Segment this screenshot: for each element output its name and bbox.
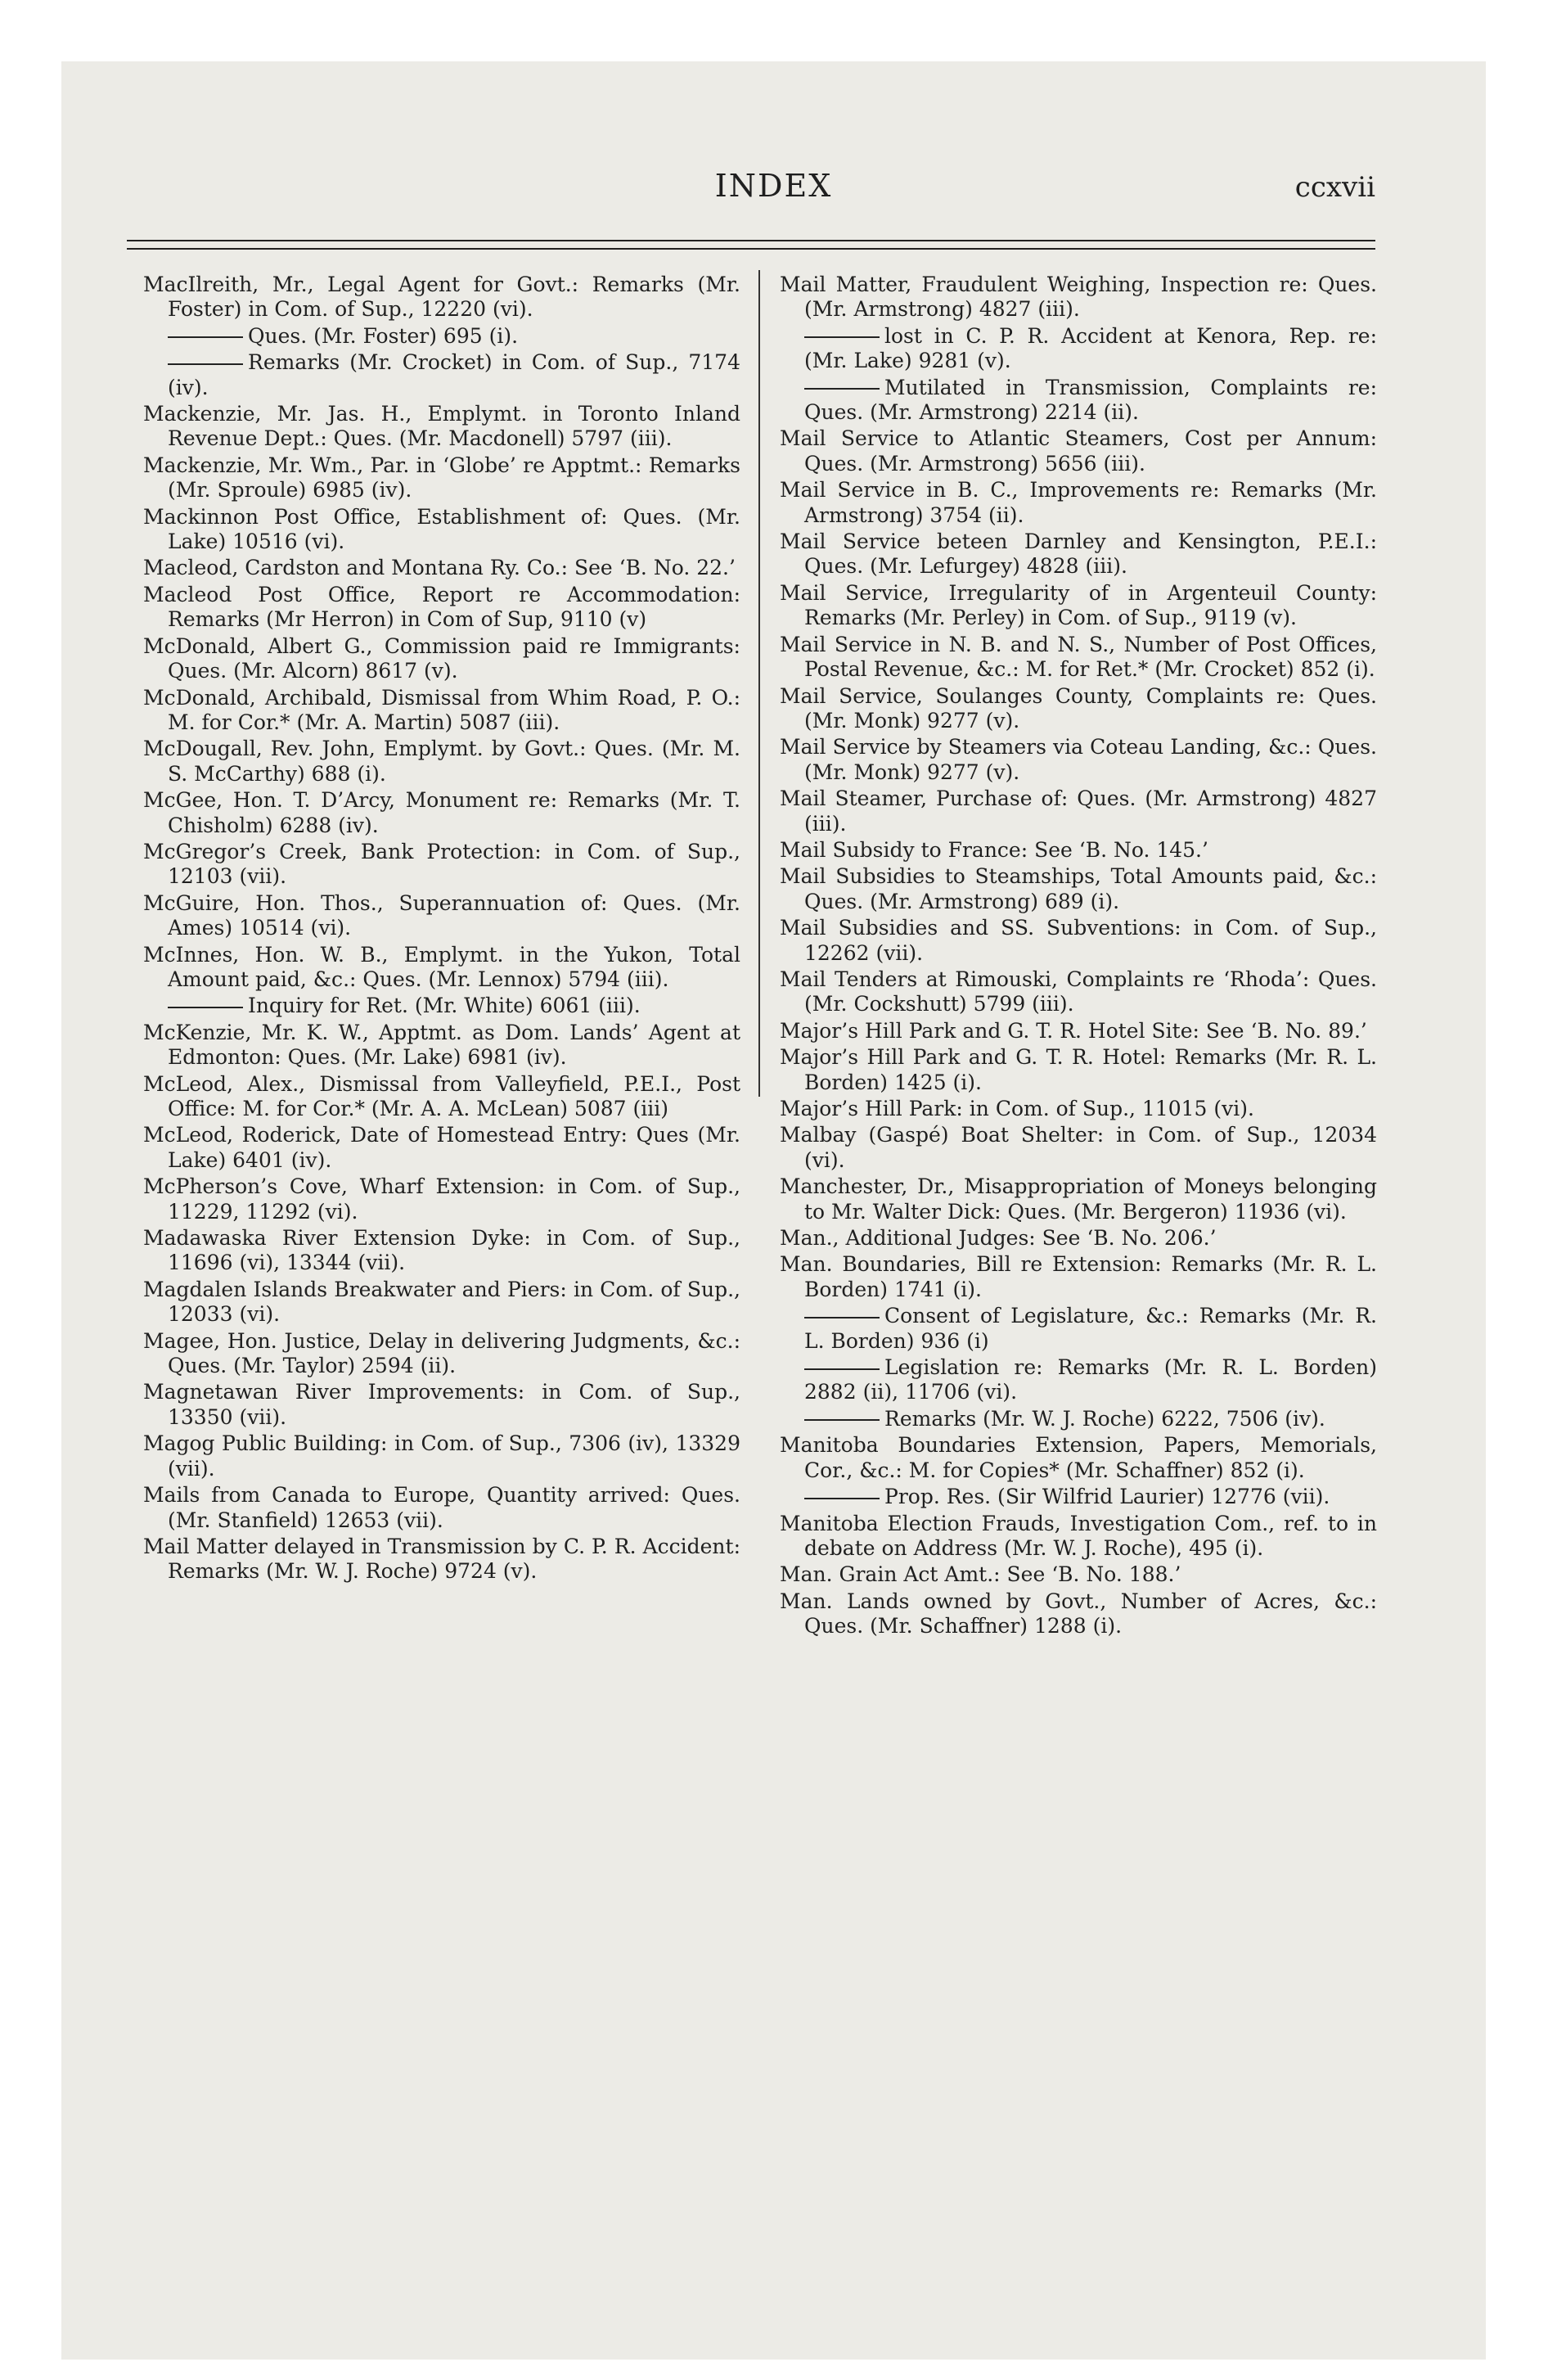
index-entry xyxy=(780,1512,1377,1562)
page-title: INDEX xyxy=(714,168,833,204)
index-entry-text: Mail Matter, Fraudulent Weighing, Inspection re: Ques. (Mr. Armstrong) 4827 (iii). xyxy=(780,273,1377,322)
index-entry xyxy=(780,1433,1377,1483)
index-entry xyxy=(143,505,740,555)
index-entry-text: Mackinnon Post Office, Establishment of: Ques. (Mr. Lake) 10516 (vi). xyxy=(143,504,740,554)
index-entry-text: Magog Public Building: in Com. of Sup., 7306 (iv), 13329 (vii). xyxy=(143,1431,740,1481)
index-entry-text: lost in C. P. R. Accident at Kenora, Rep. re: (Mr. Lake) 9281 (v). xyxy=(804,323,1377,373)
index-entry xyxy=(143,1380,740,1430)
index-entry xyxy=(143,556,740,580)
index-entry-text: Macleod Post Office, Report re Accommodation: Remarks (Mr Herron) in Com of Sup, 9110 (v) xyxy=(143,582,740,632)
index-entry xyxy=(780,916,1377,966)
index-entry-text: McInnes, Hon. W. B., Emplymt. in the Yukon, Total Amount paid, &c.: Ques. (Mr. Lennox) 5794 (iii). xyxy=(143,942,740,991)
index-entry xyxy=(780,478,1377,528)
index-entry-text: Manitoba Election Frauds, Investigation Com., ref. to in debate on Address (Mr. W. J. Roche), 495 (i). xyxy=(780,1511,1377,1560)
index-entry xyxy=(780,1123,1377,1173)
index-entry xyxy=(143,402,740,452)
index-entry xyxy=(143,350,740,400)
ditto-dash xyxy=(804,336,880,338)
index-entry-text: McKenzie, Mr. K. W., Apptmt. as Dom. Lands’ Agent at Edmonton: Ques. (Mr. Lake) 6981 (iv). xyxy=(143,1020,740,1070)
index-entry xyxy=(143,1278,740,1327)
index-entry-text: McGee, Hon. T. D’Arcy, Monument re: Remarks (Mr. T. Chisholm) 6288 (iv). xyxy=(143,788,740,837)
index-entry xyxy=(143,1431,740,1481)
index-entry xyxy=(780,530,1377,579)
index-entry-text: Mail Subsidy to France: See ‘B. No. 145.’ xyxy=(780,837,1208,862)
index-entry-text: Mail Service in B. C., Improvements re: Remarks (Mr. Armstrong) 3754 (ii). xyxy=(780,478,1377,527)
index-entry-text: Man., Additional Judges: See ‘B. No. 206.’ xyxy=(780,1226,1217,1251)
index-entry-text: McLeod, Alex., Dismissal from Valleyfield, P.E.I., Post Office: M. for Cor.* (Mr. A. A. McLean) 5087 (iii) xyxy=(143,1071,740,1120)
index-entry xyxy=(143,788,740,838)
index-entry xyxy=(143,1226,740,1276)
index-entry-text: Mutilated in Transmission, Complaints re: Ques. (Mr. Armstrong) 2214 (ii). xyxy=(804,375,1377,425)
index-entry xyxy=(780,1097,1377,1121)
index-entry xyxy=(780,864,1377,914)
index-entry xyxy=(780,1019,1377,1044)
index-entry-text: Macleod, Cardston and Montana Ry. Co.: See ‘B. No. 22.’ xyxy=(143,556,736,580)
index-entry-text: Mail Matter delayed in Transmission by C. P. R. Accident: Remarks (Mr. W. J. Roche) 9724 (v). xyxy=(143,1534,740,1584)
index-entry xyxy=(780,1589,1377,1639)
index-entry-text: Mackenzie, Mr. Jas. H., Emplymt. in Toronto Inland Revenue Dept.: Ques. (Mr. Macdonell) 5797 (iii). xyxy=(143,402,740,451)
index-entry xyxy=(780,1355,1377,1405)
index-entry xyxy=(143,1483,740,1533)
index-entry-text: Man. Lands owned by Govt., Number of Acres, &c.: Ques. (Mr. Schaffner) 1288 (i). xyxy=(780,1589,1377,1639)
index-entry xyxy=(143,324,740,349)
index-entry xyxy=(143,943,740,993)
index-entry xyxy=(143,1072,740,1122)
ditto-dash xyxy=(168,336,243,338)
ditto-dash xyxy=(804,388,880,390)
index-entry xyxy=(780,633,1377,683)
index-entry-text: Magee, Hon. Justice, Delay in delivering Judgments, &c.: Ques. (Mr. Taylor) 2594 (ii). xyxy=(143,1328,740,1378)
index-entry-text: Remarks (Mr. Crocket) in Com. of Sup., 7174 (iv). xyxy=(168,350,740,399)
index-entry-text: Magdalen Islands Breakwater and Piers: in Com. of Sup., 12033 (vi). xyxy=(143,1277,740,1327)
index-entry xyxy=(780,1407,1377,1431)
ditto-dash xyxy=(804,1498,880,1499)
index-entry xyxy=(780,581,1377,631)
index-entry-text: Prop. Res. (Sir Wilfrid Laurier) 12776 (vii). xyxy=(884,1485,1330,1509)
index-entry-text: Man. Grain Act Amt.: See ‘B. No. 188.’ xyxy=(780,1562,1181,1587)
index-entry-text: Manchester, Dr., Misappropriation of Moneys belonging to Mr. Walter Dick: Ques. (Mr. Bergeron) 11936 (vi). xyxy=(780,1174,1377,1224)
index-entry-text: Magnetawan River Improvements: in Com. of Sup., 13350 (vii). xyxy=(143,1380,740,1429)
index-entry xyxy=(143,1123,740,1173)
index-entry-text: McDonald, Albert G., Commission paid re Immigrants: Ques. (Mr. Alcorn) 8617 (v). xyxy=(143,633,740,683)
index-entry-text: McGregor’s Creek, Bank Protection: in Com. of Sup., 12103 (vii). xyxy=(143,839,740,889)
index-entry xyxy=(780,735,1377,785)
index-entry-text: Mail Service, Soulanges County, Complaints re: Ques. (Mr. Monk) 9277 (v). xyxy=(780,683,1377,732)
index-entry-text: McGuire, Hon. Thos., Superannuation of: Ques. (Mr. Ames) 10514 (vi). xyxy=(143,890,740,940)
index-entry xyxy=(143,453,740,503)
index-entry xyxy=(780,426,1377,476)
index-entry-text: Mails from Canada to Europe, Quantity arrived: Ques. (Mr. Stanfield) 12653 (vii). xyxy=(143,1483,740,1532)
index-entry xyxy=(780,1226,1377,1251)
index-entry xyxy=(780,376,1377,426)
index-entry-text: Mail Service, Irregularity of in Argenteuil County: Remarks (Mr. Perley) in Com. of Sup., 9119 (v). xyxy=(780,580,1377,630)
index-entry-text: Manitoba Boundaries Extension, Papers, Memorials, Cor., &c.: M. for Copies* (Mr. Schaffner) 852 (i). xyxy=(780,1433,1377,1482)
index-entry xyxy=(143,1021,740,1071)
index-entry xyxy=(143,583,740,633)
index-entry-text: Consent of Legislature, &c.: Remarks (Mr. R. L. Borden) 936 (i) xyxy=(804,1304,1377,1353)
index-entry xyxy=(780,1485,1377,1509)
index-entry xyxy=(143,840,740,890)
index-entry-text: Major’s Hill Park and G. T. R. Hotel: Remarks (Mr. R. L. Borden) 1425 (i). xyxy=(780,1045,1377,1094)
left-index-column xyxy=(143,273,740,1586)
page-number: ccxvii xyxy=(1294,171,1375,204)
ditto-dash xyxy=(804,1368,880,1370)
index-entry xyxy=(780,1045,1377,1095)
index-entry-text: Major’s Hill Park and G. T. R. Hotel Site: See ‘B. No. 89.’ xyxy=(780,1018,1367,1043)
ditto-dash xyxy=(168,1007,243,1008)
index-entry-text: Ques. (Mr. Foster) 695 (i). xyxy=(248,323,519,348)
index-entry-text: Mail Service beteen Darnley and Kensington, P.E.I.: Ques. (Mr. Lefurgey) 4828 (iii). xyxy=(780,530,1377,579)
index-entry xyxy=(143,1535,740,1584)
index-entry-text: Mackenzie, Mr. Wm., Par. in ‘Globe’ re Apptmt.: Remarks (Mr. Sproule) 6985 (iv). xyxy=(143,453,740,503)
index-entry xyxy=(780,1174,1377,1224)
index-entry xyxy=(780,324,1377,374)
index-entry xyxy=(780,1252,1377,1302)
index-entry xyxy=(780,273,1377,322)
index-entry xyxy=(143,737,740,787)
index-entry xyxy=(143,1329,740,1379)
index-entry xyxy=(780,838,1377,863)
index-entry xyxy=(143,891,740,941)
index-entry-text: McDonald, Archibald, Dismissal from Whim Road, P. O.: M. for Cor.* (Mr. A. Martin) 5087 (iii). xyxy=(143,685,740,734)
index-entry xyxy=(143,634,740,684)
index-entry xyxy=(143,1174,740,1224)
header-rule-top xyxy=(127,240,1375,241)
right-index-column xyxy=(780,273,1377,1641)
column-divider xyxy=(758,270,760,1097)
index-entry-text: McDougall, Rev. John, Emplymt. by Govt.: Ques. (Mr. M. S. McCarthy) 688 (i). xyxy=(143,737,740,786)
ditto-dash xyxy=(804,1317,880,1318)
index-entry-text: Madawaska River Extension Dyke: in Com. of Sup., 11696 (vi), 13344 (vii). xyxy=(143,1226,740,1275)
index-entry xyxy=(780,787,1377,836)
index-entry xyxy=(780,1304,1377,1354)
index-entry-text: Mail Service to Atlantic Steamers, Cost per Annum: Ques. (Mr. Armstrong) 5656 (iii). xyxy=(780,426,1377,476)
index-entry xyxy=(143,994,740,1018)
index-entry-text: MacIlreith, Mr., Legal Agent for Govt.: Remarks (Mr. Foster) in Com. of Sup., 12220 (vi). xyxy=(143,273,740,322)
index-entry xyxy=(780,967,1377,1017)
index-entry-text: McPherson’s Cove, Wharf Extension: in Com. of Sup., 11229, 11292 (vi). xyxy=(143,1174,740,1224)
header-rule-bottom xyxy=(127,248,1375,250)
index-entry-text: Mail Steamer, Purchase of: Ques. (Mr. Armstrong) 4827 (iii). xyxy=(780,787,1377,836)
index-entry-text: Man. Boundaries, Bill re Extension: Remarks (Mr. R. L. Borden) 1741 (i). xyxy=(780,1252,1377,1301)
index-entry xyxy=(143,686,740,736)
index-entry xyxy=(780,1562,1377,1587)
index-entry-text: Inquiry for Ret. (Mr. White) 6061 (iii). xyxy=(248,994,641,1018)
ditto-dash xyxy=(168,363,243,365)
index-entry-text: Major’s Hill Park: in Com. of Sup., 11015 (vi). xyxy=(780,1097,1254,1120)
index-entry-text: Mail Service by Steamers via Coteau Landing, &c.: Ques. (Mr. Monk) 9277 (v). xyxy=(780,735,1377,784)
page-sheet xyxy=(61,61,1486,2360)
page-header xyxy=(61,168,1486,217)
index-entry-text: Mail Subsidies and SS. Subventions: in Com. of Sup., 12262 (vii). xyxy=(780,916,1377,965)
index-entry-text: Remarks (Mr. W. J. Roche) 6222, 7506 (iv). xyxy=(884,1406,1325,1431)
index-entry-text: Mail Service in N. B. and N. S., Number of Post Offices, Postal Revenue, &c.: M. for Ret.* (Mr. Crocket) 852 (i). xyxy=(780,632,1377,682)
index-entry-text: Legislation re: Remarks (Mr. R. L. Borden) 2882 (ii), 11706 (vi). xyxy=(804,1355,1377,1404)
index-entry xyxy=(143,273,740,322)
index-entry-text: Mail Tenders at Rimouski, Complaints re ‘Rhoda’: Ques. (Mr. Cockshutt) 5799 (iii). xyxy=(780,967,1377,1016)
index-entry-text: Malbay (Gaspé) Boat Shelter: in Com. of Sup., 12034 (vi). xyxy=(780,1123,1377,1172)
index-entry-text: McLeod, Roderick, Date of Homestead Entry: Ques (Mr. Lake) 6401 (iv). xyxy=(143,1123,740,1172)
ditto-dash xyxy=(804,1419,880,1421)
index-entry-text: Mail Subsidies to Steamships, Total Amounts paid, &c.: Ques. (Mr. Armstrong) 689 (i). xyxy=(780,864,1377,913)
index-entry xyxy=(780,684,1377,734)
